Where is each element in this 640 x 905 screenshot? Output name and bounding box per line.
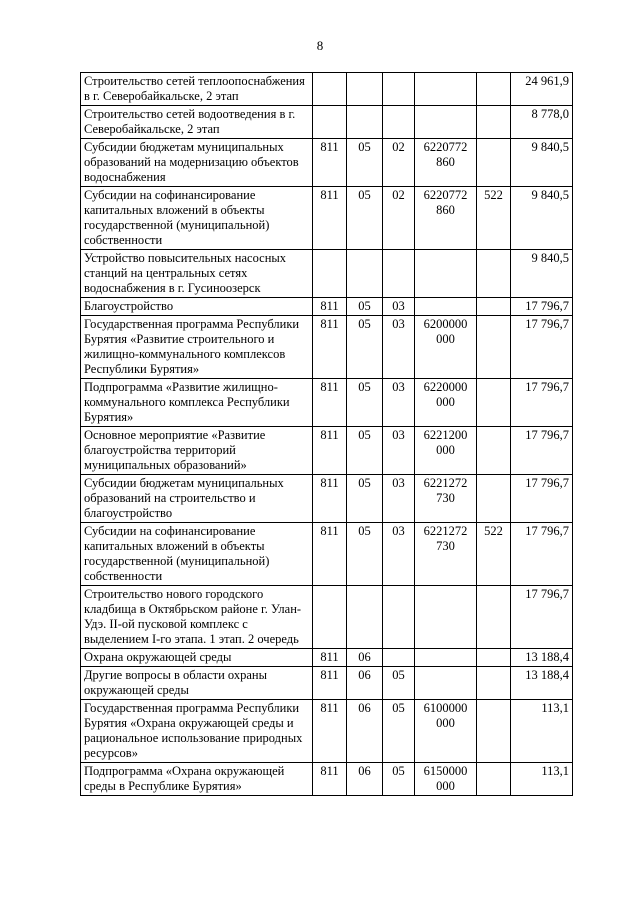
row-amount-cell: 113,1	[511, 763, 573, 796]
budget-table	[80, 72, 573, 796]
row-name-cell: Субсидии бюджетам муниципальных образований на модернизацию объектов водоснабжения	[81, 139, 313, 187]
row-target-article-cell	[415, 649, 477, 667]
row-expense-type-cell	[477, 586, 511, 649]
row-grbs-cell: 811	[313, 700, 347, 763]
row-grbs-cell: 811	[313, 427, 347, 475]
row-name-cell: Государственная программа Республики Бурятия «Охрана окружающей среды и рациональное использование природных ресурсов»	[81, 700, 313, 763]
row-section-cell	[347, 106, 383, 139]
row-name-cell: Строительство сетей теплоопоснабжения в г. Северобайкальске, 2 этап	[81, 73, 313, 106]
row-name-cell: Благоустройство	[81, 298, 313, 316]
row-grbs-cell: 811	[313, 649, 347, 667]
row-name-cell: Государственная программа Республики Бурятия «Развитие строительного и жилищно-коммунального комплексов Республики Бурятия»	[81, 316, 313, 379]
row-target-article-cell: 6100000 000	[415, 700, 477, 763]
row-name-cell: Строительство сетей водоотведения в г. Северобайкальске, 2 этап	[81, 106, 313, 139]
row-amount-cell: 17 796,7	[511, 586, 573, 649]
table-row	[81, 700, 573, 763]
row-name-cell: Другие вопросы в области охраны окружающей среды	[81, 667, 313, 700]
row-target-article-cell	[415, 667, 477, 700]
row-section-cell: 05	[347, 316, 383, 379]
row-name-cell: Субсидии на софинансирование капитальных вложений в объекты государственной (муниципальной) собственности	[81, 187, 313, 250]
row-section-cell	[347, 73, 383, 106]
row-grbs-cell: 811	[313, 139, 347, 187]
row-grbs-cell: 811	[313, 187, 347, 250]
row-amount-cell: 113,1	[511, 700, 573, 763]
row-section-cell: 06	[347, 667, 383, 700]
row-amount-cell: 17 796,7	[511, 316, 573, 379]
table-row	[81, 586, 573, 649]
table-row	[81, 649, 573, 667]
row-expense-type-cell	[477, 379, 511, 427]
row-target-article-cell: 6220000 000	[415, 379, 477, 427]
table-row	[81, 73, 573, 106]
table-row	[81, 763, 573, 796]
row-subsection-cell	[383, 73, 415, 106]
row-expense-type-cell	[477, 106, 511, 139]
row-expense-type-cell	[477, 427, 511, 475]
row-name-cell: Субсидии бюджетам муниципальных образований на строительство и благоустройство	[81, 475, 313, 523]
row-amount-cell: 13 188,4	[511, 649, 573, 667]
row-subsection-cell: 05	[383, 700, 415, 763]
row-expense-type-cell	[477, 250, 511, 298]
row-subsection-cell: 03	[383, 316, 415, 379]
row-grbs-cell: 811	[313, 523, 347, 586]
row-target-article-cell: 6220772 860	[415, 187, 477, 250]
row-expense-type-cell	[477, 316, 511, 379]
row-name-cell: Субсидии на софинансирование капитальных вложений в объекты государственной (муниципальной) собственности	[81, 523, 313, 586]
row-expense-type-cell	[477, 700, 511, 763]
row-amount-cell: 9 840,5	[511, 187, 573, 250]
row-subsection-cell: 05	[383, 763, 415, 796]
row-amount-cell: 13 188,4	[511, 667, 573, 700]
row-expense-type-cell	[477, 73, 511, 106]
row-section-cell	[347, 586, 383, 649]
table-row	[81, 523, 573, 586]
table-row	[81, 379, 573, 427]
row-section-cell: 05	[347, 475, 383, 523]
row-section-cell: 05	[347, 187, 383, 250]
row-expense-type-cell: 522	[477, 187, 511, 250]
row-name-cell: Подпрограмма «Развитие жилищно-коммунального комплекса Республики Бурятия»	[81, 379, 313, 427]
row-target-article-cell: 6221272 730	[415, 475, 477, 523]
row-name-cell: Строительство нового городского кладбища в Октябрьском районе г. Улан-Удэ. II-ой пусковой комплекс с выделением I-го этапа. 1 этап. 2 очередь	[81, 586, 313, 649]
row-section-cell	[347, 250, 383, 298]
table-row	[81, 475, 573, 523]
row-target-article-cell	[415, 73, 477, 106]
table-row	[81, 250, 573, 298]
row-section-cell: 05	[347, 523, 383, 586]
row-section-cell: 05	[347, 379, 383, 427]
row-target-article-cell	[415, 586, 477, 649]
table-row	[81, 667, 573, 700]
row-expense-type-cell: 522	[477, 523, 511, 586]
row-subsection-cell	[383, 250, 415, 298]
row-subsection-cell: 03	[383, 523, 415, 586]
row-grbs-cell: 811	[313, 763, 347, 796]
row-amount-cell: 9 840,5	[511, 139, 573, 187]
row-expense-type-cell	[477, 649, 511, 667]
table-row	[81, 427, 573, 475]
row-subsection-cell: 03	[383, 298, 415, 316]
row-amount-cell: 17 796,7	[511, 427, 573, 475]
row-expense-type-cell	[477, 139, 511, 187]
row-amount-cell: 17 796,7	[511, 298, 573, 316]
row-amount-cell: 24 961,9	[511, 73, 573, 106]
row-subsection-cell: 02	[383, 139, 415, 187]
table-row	[81, 106, 573, 139]
row-grbs-cell	[313, 586, 347, 649]
row-expense-type-cell	[477, 298, 511, 316]
row-grbs-cell	[313, 106, 347, 139]
row-subsection-cell	[383, 649, 415, 667]
row-target-article-cell	[415, 298, 477, 316]
table-body	[81, 73, 573, 796]
row-grbs-cell: 811	[313, 298, 347, 316]
row-subsection-cell: 03	[383, 475, 415, 523]
row-grbs-cell	[313, 250, 347, 298]
row-section-cell: 06	[347, 763, 383, 796]
row-grbs-cell: 811	[313, 316, 347, 379]
table-row	[81, 298, 573, 316]
row-name-cell: Охрана окружающей среды	[81, 649, 313, 667]
row-grbs-cell: 811	[313, 667, 347, 700]
row-section-cell: 05	[347, 427, 383, 475]
row-target-article-cell: 6150000 000	[415, 763, 477, 796]
page-number: 8	[316, 38, 324, 53]
row-grbs-cell	[313, 73, 347, 106]
row-target-article-cell: 6221200 000	[415, 427, 477, 475]
row-amount-cell: 9 840,5	[511, 250, 573, 298]
row-expense-type-cell	[477, 763, 511, 796]
row-amount-cell: 17 796,7	[511, 475, 573, 523]
row-name-cell: Устройство повысительных насосных станций на центральных сетях водоснабжения в г. Гусиноозерск	[81, 250, 313, 298]
row-section-cell: 06	[347, 700, 383, 763]
row-target-article-cell: 6221272 730	[415, 523, 477, 586]
row-subsection-cell: 02	[383, 187, 415, 250]
row-amount-cell: 17 796,7	[511, 379, 573, 427]
row-target-article-cell: 6200000 000	[415, 316, 477, 379]
row-amount-cell: 17 796,7	[511, 523, 573, 586]
row-section-cell: 05	[347, 139, 383, 187]
row-name-cell: Подпрограмма «Охрана окружающей среды в Республике Бурятия»	[81, 763, 313, 796]
row-target-article-cell	[415, 250, 477, 298]
row-section-cell: 05	[347, 298, 383, 316]
row-subsection-cell: 03	[383, 427, 415, 475]
row-name-cell: Основное мероприятие «Развитие благоустройства территорий муниципальных образований»	[81, 427, 313, 475]
row-subsection-cell	[383, 586, 415, 649]
row-grbs-cell: 811	[313, 379, 347, 427]
row-target-article-cell	[415, 106, 477, 139]
table-row	[81, 316, 573, 379]
table-row	[81, 139, 573, 187]
row-expense-type-cell	[477, 667, 511, 700]
table-row	[81, 187, 573, 250]
row-section-cell: 06	[347, 649, 383, 667]
row-expense-type-cell	[477, 475, 511, 523]
row-amount-cell: 8 778,0	[511, 106, 573, 139]
row-subsection-cell: 03	[383, 379, 415, 427]
row-subsection-cell: 05	[383, 667, 415, 700]
row-grbs-cell: 811	[313, 475, 347, 523]
row-target-article-cell: 6220772 860	[415, 139, 477, 187]
row-subsection-cell	[383, 106, 415, 139]
